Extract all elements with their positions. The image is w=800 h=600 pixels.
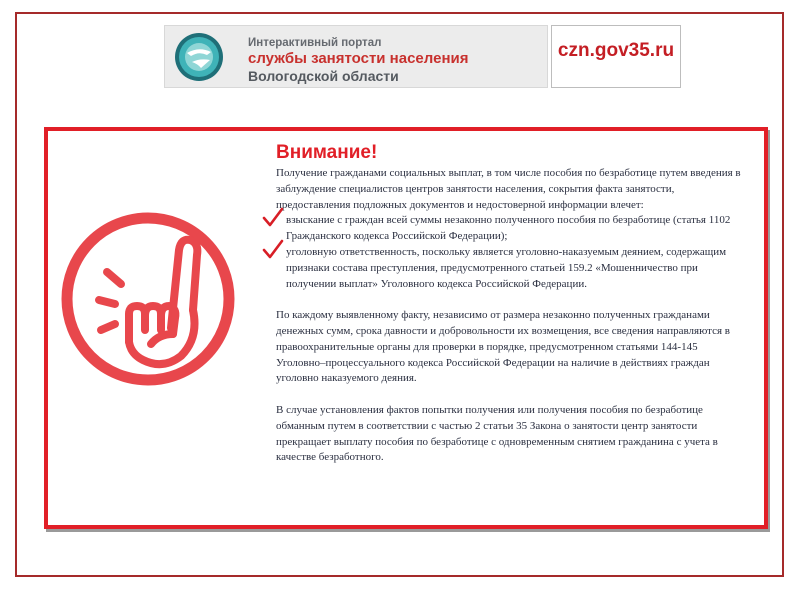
- notice-bullet-2: [276, 245, 746, 292]
- red-checkmark-icon: [262, 239, 284, 259]
- raised-hand-stop-icon: [59, 210, 237, 388]
- red-checkmark-icon: [262, 207, 284, 227]
- notice-intro: Получение гражданами социальных выплат, в том числе пособия по безработице путем введения в заблуждение специалистов центров занятости населения, сокрытия факта занятости, предоставления подложных документов и недостоверной информации влечет:: [276, 167, 741, 211]
- site-url-box[interactable]: [551, 25, 681, 88]
- notice-bullet-1-text: взыскание с граждан всей суммы незаконно полученного пособия по безработице (статья 1102 Гражданского кодекса Российской Федерации);: [286, 214, 731, 243]
- notice-paragraph-3: В случае установления фактов попытки получения или получения пособия по безработице обманным путем в соответствии с частью 2 статьи 35 Закона о занятости центр занятости прекращает выплату пособия по безработице с одновременным снятием гражданина с учета в качестве безработного.: [276, 403, 718, 464]
- notice-bullet-1: [276, 213, 746, 245]
- notice-title: Внимание!: [276, 142, 378, 163]
- portal-logo-icon: [174, 32, 224, 82]
- paragraph-gap: [276, 387, 746, 403]
- notice-body: [276, 140, 746, 466]
- portal-title-line1: Интерактивный портал: [248, 37, 382, 49]
- paragraph-gap: [276, 292, 746, 308]
- notice-bullet-2-text: уголовную ответственность, поскольку является уголовно-наказуемым деянием, содержащим признаки состава преступления, предусмотренного статьей 159.2 «Мошенничество при получении выплат» Уголовного кодекса Российской Федерации.: [286, 245, 727, 290]
- site-url-link[interactable]: czn.gov35.ru: [557, 40, 675, 61]
- portal-banner[interactable]: [164, 25, 548, 88]
- portal-title-line3: Вологодской области: [248, 68, 399, 84]
- notice-paragraph-2: По каждому выявленному факту, независимо от размера незаконно полученных гражданами денежных сумм, срока давности и добровольности их возмещения, все сведения направляются в правоохранительные органы для проверки в порядке, предусмотренном статьями 144-145 Уголовно–процессуального кодекса Российской Федерации на наличие в действиях граждан уголовно наказуемого деяния.: [276, 309, 730, 385]
- portal-title-line2: службы занятости населения: [248, 50, 469, 67]
